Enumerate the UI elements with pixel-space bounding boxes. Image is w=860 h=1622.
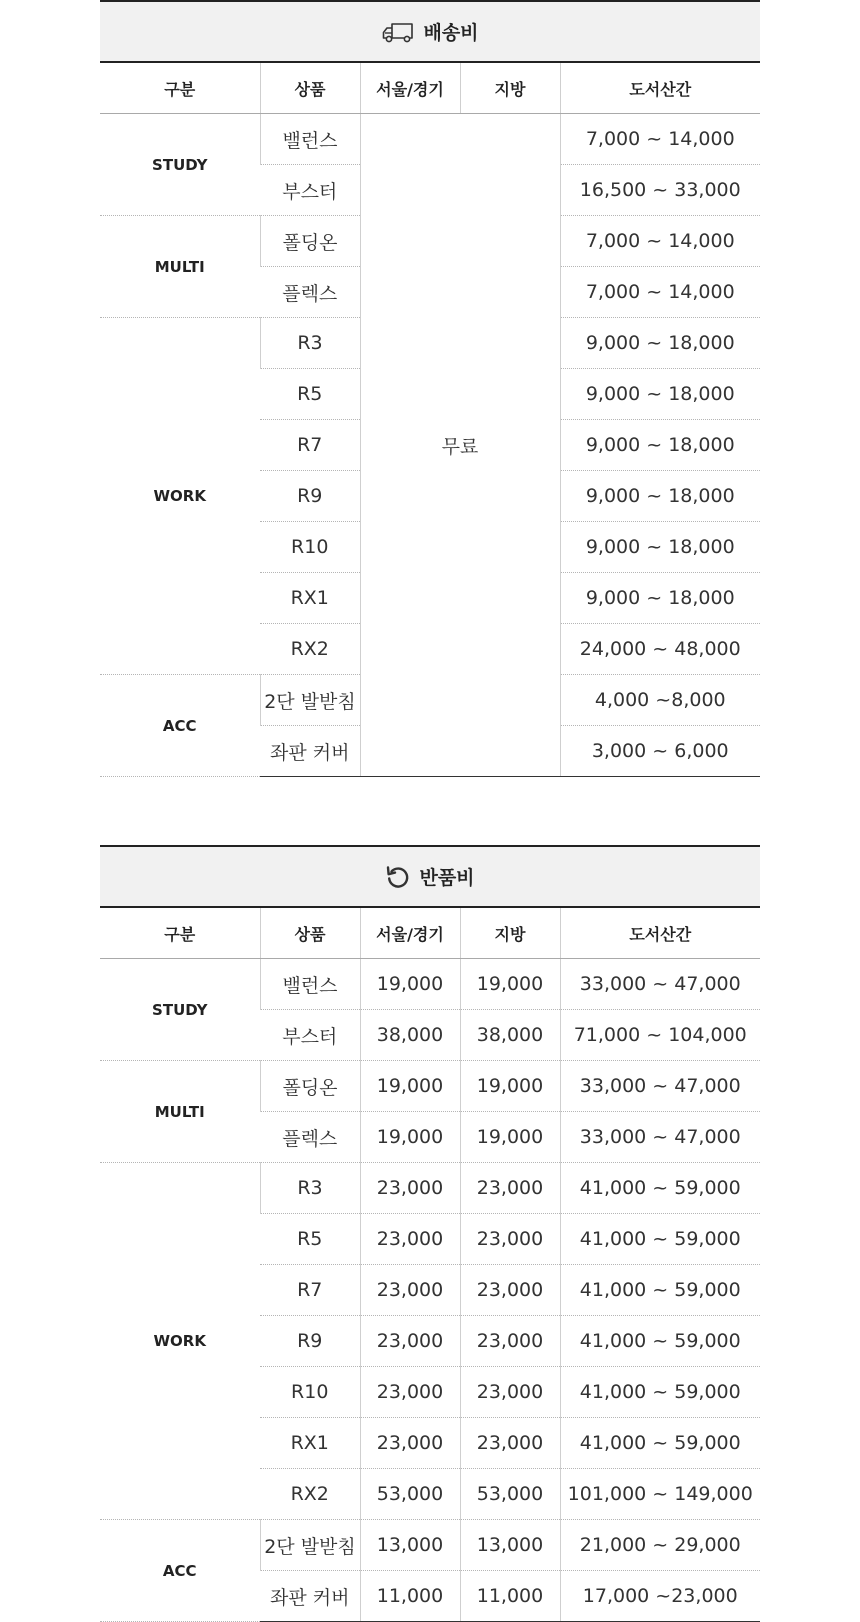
product-cell: R10 — [260, 1367, 360, 1418]
return-fee-section — [100, 845, 760, 1622]
seoul-fee-cell: 23,000 — [360, 1265, 460, 1316]
island-fee-cell: 7,000 ~ 14,000 — [560, 267, 760, 318]
seoul-fee-cell: 53,000 — [360, 1469, 460, 1520]
product-cell: R9 — [260, 1316, 360, 1367]
return-arrow-icon — [385, 864, 411, 890]
local-fee-cell: 23,000 — [460, 1367, 560, 1418]
shipping-fee-table — [100, 63, 760, 777]
product-cell: R3 — [260, 318, 360, 369]
shipping-fee-header — [100, 0, 760, 63]
island-fee-cell: 4,000 ~8,000 — [560, 675, 760, 726]
product-cell: 플렉스 — [260, 1112, 360, 1163]
island-fee-cell: 7,000 ~ 14,000 — [560, 114, 760, 165]
island-fee-cell: 41,000 ~ 59,000 — [560, 1418, 760, 1469]
local-fee-cell: 38,000 — [460, 1010, 560, 1061]
product-cell: R7 — [260, 420, 360, 471]
local-fee-cell: 19,000 — [460, 959, 560, 1010]
column-header: 지방 — [460, 908, 560, 959]
product-cell: 좌판 커버 — [260, 726, 360, 777]
seoul-fee-cell: 19,000 — [360, 1061, 460, 1112]
category-cell: STUDY — [100, 959, 260, 1061]
product-cell: 밸런스 — [260, 114, 360, 165]
island-fee-cell: 21,000 ~ 29,000 — [560, 1520, 760, 1571]
island-fee-cell: 9,000 ~ 18,000 — [560, 573, 760, 624]
table-header-row — [100, 63, 760, 114]
product-cell: 부스터 — [260, 1010, 360, 1061]
free-shipping-cell: 무료 — [360, 114, 560, 777]
seoul-fee-cell: 23,000 — [360, 1367, 460, 1418]
category-cell: WORK — [100, 318, 260, 675]
category-cell: ACC — [100, 675, 260, 777]
island-fee-cell: 41,000 ~ 59,000 — [560, 1214, 760, 1265]
local-fee-cell: 23,000 — [460, 1214, 560, 1265]
product-cell: 부스터 — [260, 165, 360, 216]
product-cell: 2단 발받침 — [260, 1520, 360, 1571]
category-cell: WORK — [100, 1163, 260, 1520]
table-header-row — [100, 908, 760, 959]
product-cell: 폴딩온 — [260, 216, 360, 267]
island-fee-cell: 9,000 ~ 18,000 — [560, 318, 760, 369]
column-header: 서울/경기 — [360, 63, 460, 114]
product-cell: RX2 — [260, 1469, 360, 1520]
island-fee-cell: 71,000 ~ 104,000 — [560, 1010, 760, 1061]
product-cell: 폴딩온 — [260, 1061, 360, 1112]
product-cell: RX1 — [260, 573, 360, 624]
seoul-fee-cell: 19,000 — [360, 959, 460, 1010]
island-fee-cell: 7,000 ~ 14,000 — [560, 216, 760, 267]
island-fee-cell: 41,000 ~ 59,000 — [560, 1316, 760, 1367]
island-fee-cell: 3,000 ~ 6,000 — [560, 726, 760, 777]
product-cell: R10 — [260, 522, 360, 573]
shipping-fee-section — [100, 0, 760, 777]
column-header: 도서산간 — [560, 63, 760, 114]
local-fee-cell: 23,000 — [460, 1316, 560, 1367]
seoul-fee-cell: 19,000 — [360, 1112, 460, 1163]
product-cell: R7 — [260, 1265, 360, 1316]
column-header: 구분 — [100, 908, 260, 959]
seoul-fee-cell: 23,000 — [360, 1418, 460, 1469]
category-cell: MULTI — [100, 1061, 260, 1163]
return-fee-header — [100, 845, 760, 908]
return-fee-title: 반품비 — [419, 867, 475, 889]
seoul-fee-cell: 23,000 — [360, 1316, 460, 1367]
island-fee-cell: 9,000 ~ 18,000 — [560, 369, 760, 420]
product-cell: R3 — [260, 1163, 360, 1214]
island-fee-cell: 17,000 ~23,000 — [560, 1571, 760, 1622]
island-fee-cell: 41,000 ~ 59,000 — [560, 1265, 760, 1316]
local-fee-cell: 19,000 — [460, 1061, 560, 1112]
column-header: 상품 — [260, 63, 360, 114]
product-cell: RX1 — [260, 1418, 360, 1469]
product-cell: 좌판 커버 — [260, 1571, 360, 1622]
island-fee-cell: 33,000 ~ 47,000 — [560, 959, 760, 1010]
truck-icon — [381, 21, 415, 43]
column-header: 상품 — [260, 908, 360, 959]
category-cell: ACC — [100, 1520, 260, 1622]
return-fee-table — [100, 908, 760, 1622]
column-header: 도서산간 — [560, 908, 760, 959]
island-fee-cell: 9,000 ~ 18,000 — [560, 471, 760, 522]
island-fee-cell: 101,000 ~ 149,000 — [560, 1469, 760, 1520]
seoul-fee-cell: 13,000 — [360, 1520, 460, 1571]
table-row — [100, 1520, 760, 1571]
seoul-fee-cell: 11,000 — [360, 1571, 460, 1622]
island-fee-cell: 33,000 ~ 47,000 — [560, 1112, 760, 1163]
island-fee-cell: 33,000 ~ 47,000 — [560, 1061, 760, 1112]
product-cell: R5 — [260, 1214, 360, 1265]
seoul-fee-cell: 38,000 — [360, 1010, 460, 1061]
category-cell: STUDY — [100, 114, 260, 216]
local-fee-cell: 53,000 — [460, 1469, 560, 1520]
local-fee-cell: 23,000 — [460, 1163, 560, 1214]
category-cell: MULTI — [100, 216, 260, 318]
local-fee-cell: 23,000 — [460, 1418, 560, 1469]
island-fee-cell: 16,500 ~ 33,000 — [560, 165, 760, 216]
table-row — [100, 959, 760, 1010]
island-fee-cell: 9,000 ~ 18,000 — [560, 420, 760, 471]
local-fee-cell: 11,000 — [460, 1571, 560, 1622]
column-header: 구분 — [100, 63, 260, 114]
product-cell: 2단 발받침 — [260, 675, 360, 726]
product-cell: R9 — [260, 471, 360, 522]
table-row — [100, 114, 760, 165]
local-fee-cell: 23,000 — [460, 1265, 560, 1316]
product-cell: R5 — [260, 369, 360, 420]
table-row — [100, 1163, 760, 1214]
column-header: 서울/경기 — [360, 908, 460, 959]
product-cell: RX2 — [260, 624, 360, 675]
shipping-fee-title: 배송비 — [423, 22, 479, 44]
seoul-fee-cell: 23,000 — [360, 1214, 460, 1265]
island-fee-cell: 24,000 ~ 48,000 — [560, 624, 760, 675]
table-row — [100, 1061, 760, 1112]
product-cell: 밸런스 — [260, 959, 360, 1010]
local-fee-cell: 13,000 — [460, 1520, 560, 1571]
island-fee-cell: 9,000 ~ 18,000 — [560, 522, 760, 573]
product-cell: 플렉스 — [260, 267, 360, 318]
local-fee-cell: 19,000 — [460, 1112, 560, 1163]
island-fee-cell: 41,000 ~ 59,000 — [560, 1163, 760, 1214]
island-fee-cell: 41,000 ~ 59,000 — [560, 1367, 760, 1418]
seoul-fee-cell: 23,000 — [360, 1163, 460, 1214]
column-header: 지방 — [460, 63, 560, 114]
